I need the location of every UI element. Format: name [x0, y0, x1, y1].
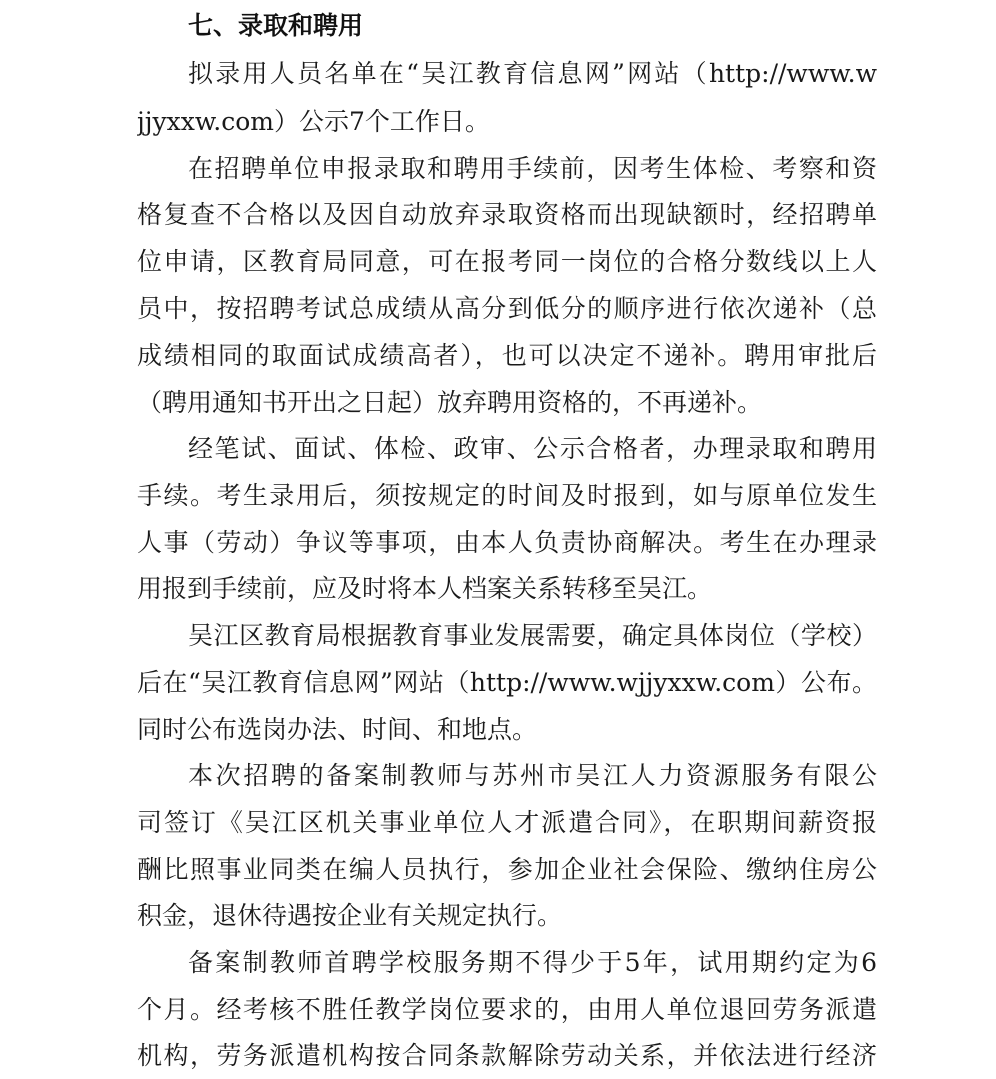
paragraph-line: 备案制教师首聘学校服务期不得少于5年，试用期约定为6 — [188, 948, 877, 977]
paragraph-line: 员中，按招聘考试总成绩从高分到低分的顺序进行依次递补（总 — [137, 294, 877, 323]
paragraph-line: 拟录用人员名单在“吴江教育信息网”网站（http://www.w — [188, 59, 877, 88]
paragraph-line: 吴江区教育局根据教育事业发展需要，确定具体岗位（学校） — [188, 621, 877, 650]
paragraph-line: 司签订《吴江区机关事业单位人才派遣合同》，在职期间薪资报 — [137, 808, 877, 837]
paragraph-line: 位申请，区教育局同意，可在报考同一岗位的合格分数线以上人 — [137, 247, 877, 276]
paragraph-line: （聘用通知书开出之日起）放弃聘用资格的，不再递补。 — [137, 388, 763, 417]
paragraph-line: jjyxxw.com）公示7个工作日。 — [137, 107, 490, 136]
paragraph-line: 人事（劳动）争议等事项，由本人负责协商解决。考生在办理录 — [137, 528, 877, 557]
paragraph-line: 手续。考生录用后，须按规定的时间及时报到，如与原单位发生 — [137, 481, 877, 510]
paragraph-line: 用报到手续前，应及时将本人档案关系转移至吴江。 — [137, 574, 713, 603]
paragraph-line: 经笔试、面试、体检、政审、公示合格者，办理录取和聘用 — [188, 434, 877, 463]
paragraph-line: 机构，劳务派遣机构按合同条款解除劳动关系，并依法进行经济 — [137, 1041, 877, 1070]
paragraph-line: 格复查不合格以及因自动放弃录取资格而出现缺额时，经招聘单 — [137, 200, 877, 229]
section-heading: 七、录取和聘用 — [188, 11, 364, 40]
paragraph-line: 后在“吴江教育信息网”网站（http://www.wjjyxxw.com）公布。 — [137, 668, 877, 697]
paragraph-line: 酬比照事业同类在编人员执行，参加企业社会保险、缴纳住房公 — [137, 855, 877, 884]
paragraph-line: 本次招聘的备案制教师与苏州市吴江人力资源服务有限公 — [188, 761, 877, 790]
paragraph-line: 在招聘单位申报录取和聘用手续前，因考生体检、考察和资 — [188, 154, 877, 183]
paragraph-line: 成绩相同的取面试成绩高者），也可以决定不递补。聘用审批后 — [137, 341, 877, 370]
paragraph-line: 个月。经考核不胜任教学岗位要求的，由用人单位退回劳务派遣 — [137, 995, 877, 1024]
paragraph-line: 同时公布选岗办法、时间、和地点。 — [137, 715, 538, 744]
paragraph-line: 积金，退休待遇按企业有关规定执行。 — [137, 901, 563, 930]
